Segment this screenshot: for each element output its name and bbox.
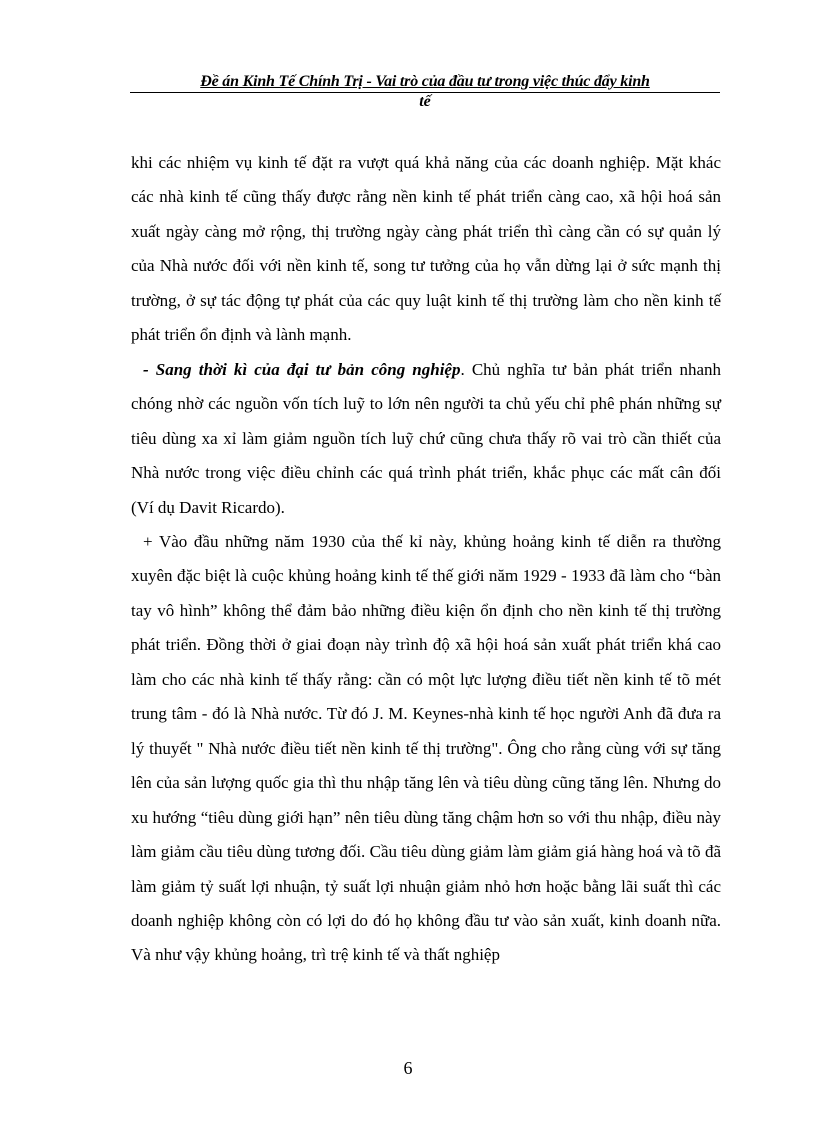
paragraph-2-text: . Chủ nghĩa tư bản phát triển nhanh chóng nhờ các nguồn vốn tích luỹ to lớn nên người ta chủ yếu chỉ phê phán những sự tiêu dùng xa xỉ làm giảm nguồn tích luỹ chứ cũng chưa thấy rõ vai trò cần thiết của Nhà nước trong việc điều chỉnh các quá trình phát triển, khắc phục các mất cân đối (Ví dụ Davit Ricardo). — [131, 359, 721, 517]
header-rule — [130, 92, 720, 93]
document-body — [131, 146, 721, 973]
header-title-line-2: tế — [419, 93, 431, 110]
paragraph-2 — [131, 353, 721, 525]
paragraph-1 — [131, 146, 721, 353]
page-number: 6 — [403, 1058, 413, 1078]
paragraph-2-lead: - Sang thời kì của đại tư bản công nghiệp — [143, 359, 461, 379]
paragraph-3-text: + Vào đầu những năm 1930 của thế kỉ này, khủng hoảng kinh tế diễn ra thường xuyên đặc biệt là cuộc khủng hoảng kinh tế thế giới năm 1929 - 1933 đã làm cho “bàn tay vô hình” không thể đảm bảo những điều kiện ổn định cho nền kinh tế thị trường phát triển. Đồng thời ở giai đoạn này trình độ xã hội hoá sản xuất phát triển khá cao làm cho các nhà kinh tế thấy rằng: cần có một lực lượng điều tiết nền kinh tế tõ mét trung tâm - đó là Nhà nước. Từ đó J. M. Keynes-nhà kinh tế học người Anh đã đưa ra lý thuyết " Nhà nước điều tiết nền kinh tế thị trường". Ông cho rằng cùng với sự tăng lên của sản lượng quốc gia thì thu nhập tăng lên và tiêu dùng cũng tăng lên. Nhưng do xu hướng “tiêu dùng giới hạn” nên tiêu dùng tăng chậm hơn so với thu nhập, điều này làm giảm cầu tiêu dùng tương đối. Cầu tiêu dùng giảm làm giảm giá hàng hoá và tõ đã làm giảm tỷ suất lợi nhuận, tỷ suất lợi nhuận giảm nhỏ hơn hoặc bằng lãi suất thì các doanh nghiệp không còn có lợi do đó họ không đầu tư vào sản xuất, kinh doanh nữa. Và như vậy khủng hoảng, trì trệ kinh tế và thất nghiệp — [131, 531, 721, 965]
paragraph-3 — [131, 525, 721, 973]
header-title-line-1: Đề án Kinh Tế Chính Trị - Vai trò của đầu tư trong việc thúc đẩy kinh — [200, 73, 650, 90]
paragraph-1-text: khi các nhiệm vụ kinh tế đặt ra vượt quá khả năng của các doanh nghiệp. Mặt khác các nhà kinh tế cũng thấy được rằng nền kinh tế phát triển càng cao, xã hội hoá sản xuất ngày càng mở rộng, thị trường ngày càng phát triển thì càng cần có sự quản lý của Nhà nước đối với nền kinh tế, song tư tưởng của họ vẫn dừng lại ở sức mạnh thị trường, ở sự tác động tự phát của các quy luật kinh tế thị trường làm cho nền kinh tế phát triển ổn định và lành mạnh. — [131, 153, 721, 345]
